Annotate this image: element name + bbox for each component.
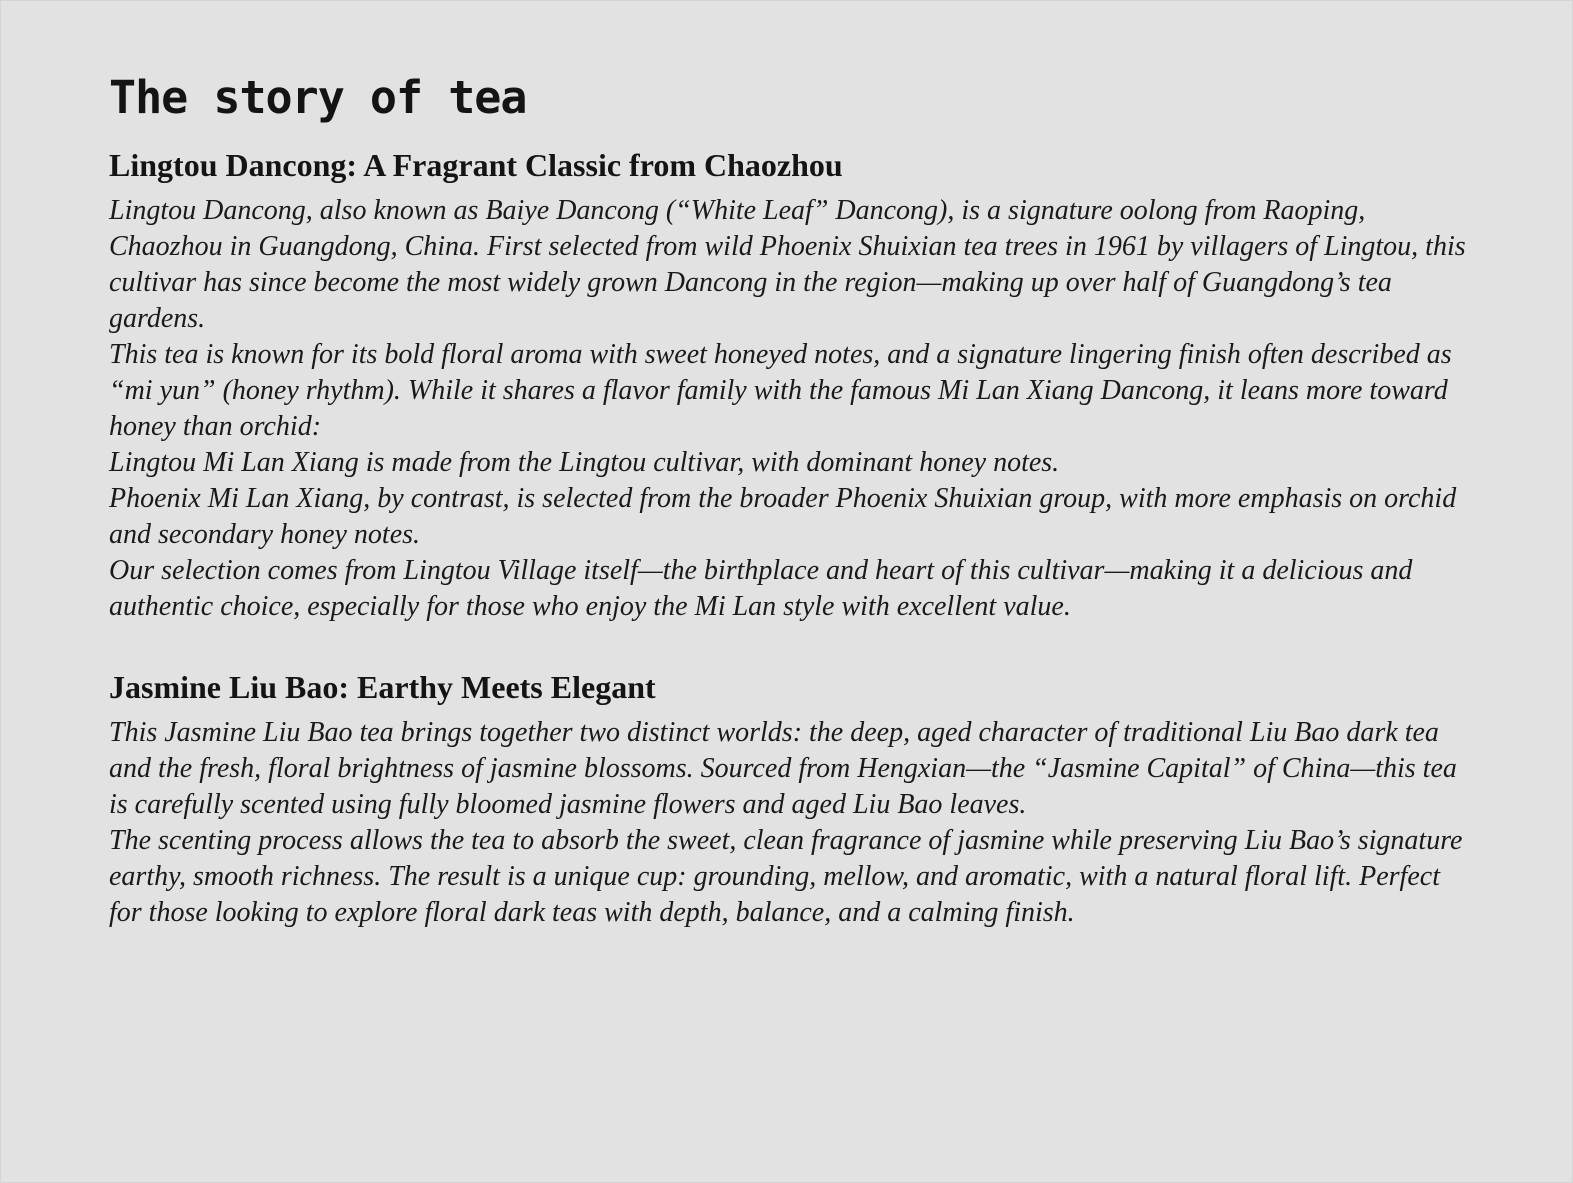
paragraph: The scenting process allows the tea to absorb the sweet, clean fragrance of jasmine while preserving Liu Bao’s signature earthy, smooth richness. The result is a unique cup: grounding, mellow, and aromatic, with a natural floral lift. Perfect for those looking to explore floral dark teas with depth, balance, and a calming finish. — [109, 825, 1463, 928]
paragraph: Lingtou Dancong, also known as Baiye Dancong (“White Leaf” Dancong), is a signature oolong from Raoping, Chaozhou in Guangdong, China. First selected from wild Phoenix Shuixian tea trees in 1961 by villagers of Lingtou, this cultivar has since become the most widely grown Dancong in the region—making up over half of Guangdong’s tea gardens. — [109, 195, 1466, 334]
paragraph: Our selection comes from Lingtou Village itself—the birthplace and heart of this cultivar—making it a delicious and authentic choice, especially for those who enjoy the Mi Lan style with excellent value. — [109, 555, 1413, 622]
paragraph: This Jasmine Liu Bao tea brings together two distinct worlds: the deep, aged character of traditional Liu Bao dark tea and the fresh, floral brightness of jasmine blossoms. Sourced from Hengxian—the “Jasmine Capital” of China—this tea is carefully scented using fully bloomed jasmine flowers and aged Liu Bao leaves. — [109, 717, 1457, 820]
section-lingtou-dancong — [109, 143, 1474, 625]
paragraph: This tea is known for its bold floral aroma with sweet honeyed notes, and a signature lingering finish often described as “mi yun” (honey rhythm). While it shares a flavor family with the famous Mi Lan Xiang Dancong, it leans more toward honey than orchid: — [109, 339, 1452, 442]
paragraph: Phoenix Mi Lan Xiang, by contrast, is selected from the broader Phoenix Shuixian group, with more emphasis on orchid and secondary honey notes. — [109, 483, 1457, 550]
section-body — [109, 715, 1474, 931]
document-page — [109, 67, 1474, 931]
page-title: The story of tea — [109, 71, 527, 124]
section-heading: Jasmine Liu Bao: Earthy Meets Elegant — [109, 669, 656, 705]
section-body — [109, 193, 1474, 625]
section-heading: Lingtou Dancong: A Fragrant Classic from Chaozhou — [109, 147, 843, 183]
paragraph: Lingtou Mi Lan Xiang is made from the Lingtou cultivar, with dominant honey notes. — [109, 447, 1060, 478]
section-jasmine-liu-bao — [109, 665, 1474, 931]
